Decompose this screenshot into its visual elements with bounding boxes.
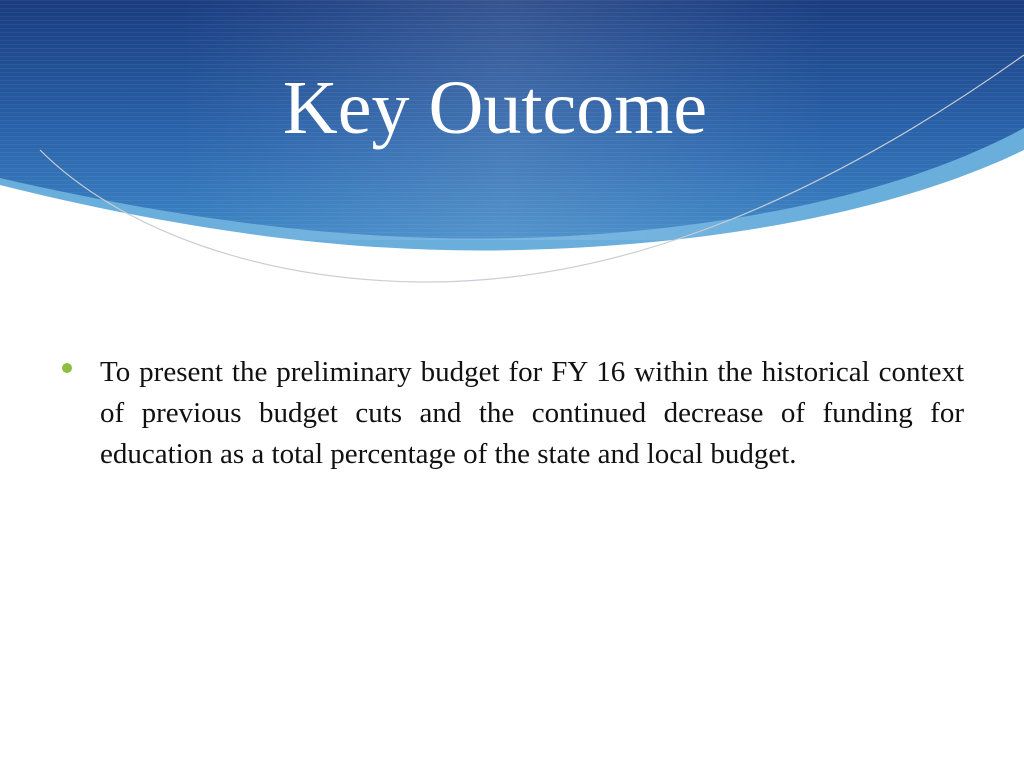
bullet-dot-icon bbox=[62, 363, 72, 373]
bullet-text: To present the preliminary budget for FY 16 within the historical context of previous budget cuts and the continued decrease of funding for education as a total percentage of the state and local budget. bbox=[100, 356, 964, 470]
slide-title: Key Outcome bbox=[282, 66, 708, 150]
slide-content bbox=[58, 352, 964, 475]
bullet-item bbox=[58, 352, 964, 475]
